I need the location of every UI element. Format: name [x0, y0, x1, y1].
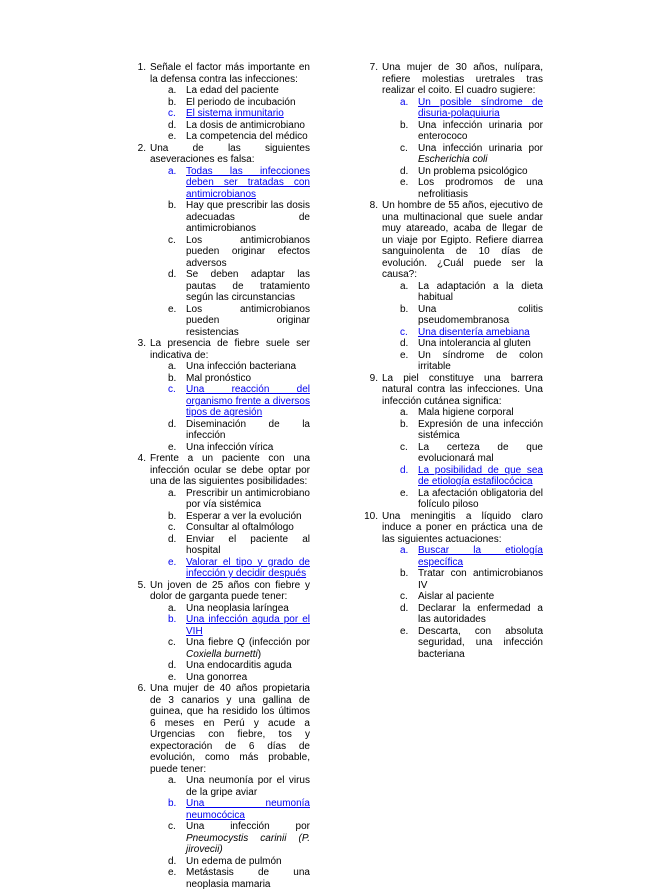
option-text-suffix: )	[257, 648, 262, 660]
answer-option	[382, 304, 543, 327]
question-2	[130, 143, 310, 339]
option-list	[150, 361, 310, 453]
option-label: c.	[400, 326, 408, 338]
option-text: El periodo de incubación	[186, 96, 296, 108]
option-text: Los antimicrobianos pueden originar resistencias	[186, 303, 310, 338]
option-label: e.	[400, 625, 409, 637]
question-number: 5.	[137, 579, 146, 591]
answer-option	[150, 821, 310, 856]
option-label: b.	[400, 568, 409, 579]
option-label: a.	[168, 602, 177, 614]
option-text: Una colitis pseudomembranosa	[418, 303, 543, 326]
right-column	[362, 62, 543, 660]
answer-option	[150, 488, 310, 511]
answer-option	[382, 281, 543, 304]
answer-option-correct	[382, 97, 543, 120]
answer-option	[382, 442, 543, 465]
question-text: Un hombre de 55 años, ejecutivo de una multinacional que suele andar muy atareado, acaba de llegar de un viaje por Egipto. Refiere diarrea sanguinolenta de 10 días de evolución. ¿Cuál puede ser la causa?:	[382, 200, 543, 280]
option-list	[150, 85, 310, 143]
option-text: Tratar con antimicrobianos IV	[418, 568, 543, 591]
answer-option	[382, 338, 543, 350]
option-text: La posibilidad de que sea de etiología estafilocócica	[418, 464, 543, 487]
question-number: 1.	[137, 62, 146, 73]
option-text: Expresión de una infección sistémica	[418, 418, 543, 441]
option-text: Esperar a ver la evolución	[186, 510, 302, 522]
option-text: Una gonorrea	[186, 671, 248, 683]
option-label: a.	[168, 487, 177, 499]
option-text: Una infección urinaria por enterococo	[418, 119, 543, 142]
option-label: e.	[400, 349, 409, 361]
option-label: d.	[168, 269, 177, 280]
option-text-italic: Escherichia coli	[418, 154, 488, 165]
question-3	[130, 338, 310, 453]
option-list	[382, 281, 543, 373]
option-text: La afectación obligatoria del folículo piloso	[418, 487, 543, 510]
option-label: c.	[168, 637, 176, 648]
option-text: Una endocarditis aguda	[186, 660, 292, 671]
answer-option	[150, 131, 310, 143]
option-list	[382, 97, 543, 201]
option-text: Mal pronóstico	[186, 372, 252, 384]
option-label: a.	[168, 85, 177, 96]
option-text: Consultar al oftalmólogo	[186, 522, 294, 533]
question-7	[362, 62, 543, 200]
option-text: Una disentería amebiana	[418, 326, 530, 338]
question-number: 7.	[369, 62, 378, 73]
option-label: d.	[168, 418, 177, 430]
answer-option	[150, 85, 310, 97]
question-number: 8.	[369, 200, 378, 211]
answer-option	[150, 200, 310, 235]
question-9	[362, 373, 543, 511]
option-label: d.	[400, 464, 409, 476]
answer-option	[150, 603, 310, 615]
option-text: La edad del paciente	[186, 85, 279, 96]
option-text: Los antimicrobianos pueden originar efectos adversos	[186, 234, 310, 269]
option-text: Una infección por	[186, 821, 310, 832]
option-text: Una reacción del organismo frente a diversos tipos de agresión	[186, 384, 310, 418]
option-text: Buscar la etiología específica	[418, 545, 543, 568]
answer-option	[150, 419, 310, 442]
option-text: Diseminación de la infección	[186, 418, 310, 441]
option-text: Hay que prescribir las dosis adecuadas de antimicrobianos	[186, 200, 310, 234]
option-text: Una neumonía por el virus de la gripe aviar	[186, 775, 310, 798]
question-10	[362, 511, 543, 661]
option-text: Una infección urinaria por	[418, 142, 543, 154]
option-text: La certeza de que evolucionará mal	[418, 441, 543, 464]
option-text: Los prodromos de una nefrolitiasis	[418, 177, 543, 200]
option-label: b.	[168, 614, 177, 625]
question-4	[130, 453, 310, 580]
option-text: Enviar el paciente al hospital	[186, 533, 310, 556]
question-text: Señale el factor más importante en la defensa contra las infecciones:	[150, 62, 310, 85]
answer-option	[382, 166, 543, 178]
question-number: 3.	[137, 338, 146, 349]
question-1	[130, 62, 310, 143]
option-text: El sistema inmunitario	[186, 108, 284, 119]
answer-option	[150, 637, 310, 660]
question-text: Frente a un paciente con una infección ocular se debe optar por una de las siguientes posibilidades:	[150, 453, 310, 487]
option-label: b.	[168, 96, 177, 108]
option-label: a.	[400, 545, 409, 556]
option-label: e.	[400, 177, 409, 188]
answer-option	[150, 373, 310, 385]
answer-option	[150, 867, 310, 890]
option-text: La dosis de antimicrobiano	[186, 119, 305, 131]
question-number: 4.	[137, 453, 146, 464]
option-text: Una infección bacteriana	[186, 361, 297, 372]
question-text: Una meningitis a líquido claro induce a poner en práctica una de las siguientes actuaciones:	[382, 510, 543, 545]
question-number: 6.	[137, 683, 146, 694]
option-list	[150, 166, 310, 339]
answer-option	[150, 442, 310, 454]
answer-option	[150, 361, 310, 373]
option-label: e.	[168, 441, 177, 453]
answer-option	[382, 626, 543, 661]
answer-option	[150, 235, 310, 270]
answer-option	[382, 603, 543, 626]
answer-option-correct	[382, 327, 543, 339]
option-label: d.	[400, 338, 409, 349]
answer-option	[150, 672, 310, 684]
answer-option	[382, 488, 543, 511]
question-number: 10.	[364, 510, 378, 522]
question-text: Una mujer de 30 años, nulípara, refiere molestias uretrales tras realizar el coito. El cuadro sugiere:	[382, 62, 543, 96]
option-label: d.	[168, 533, 177, 545]
option-text: Mala higiene corporal	[418, 407, 514, 418]
option-label: c.	[400, 142, 408, 154]
option-text-italic: Pneumocystis carinii	[186, 832, 287, 844]
option-label: d.	[168, 855, 177, 867]
question-number: 2.	[137, 142, 146, 154]
option-label: a.	[400, 96, 409, 108]
option-text: Aislar al paciente	[418, 591, 495, 602]
answer-option-correct	[150, 798, 310, 821]
option-label: e.	[168, 867, 177, 878]
question-text: La piel constituye una barrera natural contra las infecciones. Una infección cutánea significa:	[382, 372, 543, 407]
option-text: Metástasis de una neoplasia mamaria	[186, 867, 310, 890]
option-text: Declarar la enfermedad a las autoridades	[418, 602, 543, 625]
option-text: La competencia del médico	[186, 131, 308, 142]
option-label: e.	[400, 487, 409, 499]
option-text: Un edema de pulmón	[186, 855, 282, 867]
answer-option	[150, 534, 310, 557]
option-text: Un posible síndrome de disuria-polaquiuria	[418, 96, 543, 119]
answer-option-correct	[382, 465, 543, 488]
option-text: Una neoplasia laríngea	[186, 602, 289, 614]
answer-option	[150, 120, 310, 132]
answer-option	[150, 522, 310, 534]
option-label: d.	[400, 602, 409, 614]
option-label: d.	[400, 165, 409, 177]
answer-option-correct	[150, 108, 310, 120]
option-label: e.	[168, 671, 177, 683]
option-label: c.	[400, 591, 408, 602]
option-label: a.	[168, 165, 177, 177]
option-label: c.	[168, 384, 176, 395]
answer-option-correct	[150, 166, 310, 201]
answer-option	[382, 591, 543, 603]
answer-option	[150, 856, 310, 868]
question-5	[130, 580, 310, 684]
option-label: b.	[168, 372, 177, 384]
option-list	[382, 407, 543, 511]
answer-option	[382, 350, 543, 373]
option-label: b.	[400, 119, 409, 131]
option-text: Una infección aguda por el VIH	[186, 614, 310, 637]
answer-option	[382, 143, 543, 166]
answer-option	[150, 304, 310, 339]
answer-option	[382, 419, 543, 442]
option-label: b.	[168, 798, 177, 809]
question-text: Un joven de 25 años con fiebre y dolor de garganta puede tener:	[150, 579, 310, 602]
answer-option	[382, 120, 543, 143]
answer-option	[150, 660, 310, 672]
answer-option-correct	[150, 557, 310, 580]
option-label: d.	[168, 119, 177, 131]
answer-option	[150, 511, 310, 523]
left-column	[130, 62, 310, 890]
option-text: Una infección vírica	[186, 441, 274, 453]
option-label: a.	[400, 407, 409, 418]
option-text: Descarta, con absoluta seguridad, una infección bacteriana	[418, 625, 543, 660]
option-label: c.	[168, 522, 176, 533]
option-label: b.	[168, 200, 177, 211]
answer-option-correct	[150, 614, 310, 637]
answer-option	[382, 177, 543, 200]
answer-option	[150, 97, 310, 109]
option-text-suffix: (P. jirovecii)	[186, 832, 310, 855]
question-text: Una mujer de 40 años propietaria de 3 canarios y una gallina de guinea, que ha residido los últimos 6 meses en Perú y acude a Urgencias con fiebre, tos y expectoración de 6 días de evolución, como más probable, puede tener:	[150, 683, 310, 775]
option-list	[150, 488, 310, 580]
option-list	[382, 545, 543, 660]
question-6	[130, 683, 310, 890]
option-label: e.	[168, 131, 177, 142]
answer-option	[382, 407, 543, 419]
option-text: Un problema psicológico	[418, 165, 528, 177]
answer-option	[150, 775, 310, 798]
option-label: e.	[168, 303, 177, 315]
option-text: Se deben adaptar las pautas de tratamiento según las circunstancias	[186, 269, 310, 303]
option-list	[150, 775, 310, 890]
option-text: Una intolerancia al gluten	[418, 338, 531, 349]
question-number: 9.	[369, 372, 378, 384]
question-text: Una de las siguientes aseveraciones es falsa:	[150, 142, 310, 165]
option-label: c.	[168, 234, 176, 246]
option-text-italic: Coxiella burnetti	[186, 648, 258, 660]
question-text: La presencia de fiebre suele ser indicativa de:	[150, 338, 310, 361]
answer-option	[382, 568, 543, 591]
option-label: c.	[168, 108, 176, 119]
option-text: Un síndrome de colon irritable	[418, 349, 543, 372]
option-text: Valorar el tipo y grado de infección y decidir después	[186, 556, 310, 579]
option-label: b.	[400, 303, 409, 315]
option-text: Todas las infecciones deben ser tratadas con antimicrobianos	[186, 165, 310, 200]
answer-option-correct	[150, 384, 310, 419]
option-label: a.	[168, 361, 177, 372]
option-label: b.	[400, 418, 409, 430]
option-text: Prescribir un antimicrobiano por vía sistémica	[186, 487, 310, 510]
option-label: a.	[168, 775, 177, 786]
answer-option-correct	[382, 545, 543, 568]
option-list	[150, 603, 310, 684]
option-text: La adaptación a la dieta habitual	[418, 280, 543, 303]
option-label: c.	[168, 821, 176, 832]
question-8	[362, 200, 543, 373]
option-label: e.	[168, 556, 177, 568]
option-label: d.	[168, 660, 177, 671]
option-text: Una neumonía neumocócica	[186, 798, 310, 821]
option-text: Una fiebre Q (infección por	[186, 637, 310, 648]
answer-option	[150, 269, 310, 304]
option-label: c.	[400, 441, 408, 453]
option-label: a.	[400, 280, 409, 292]
option-label: b.	[168, 510, 177, 522]
